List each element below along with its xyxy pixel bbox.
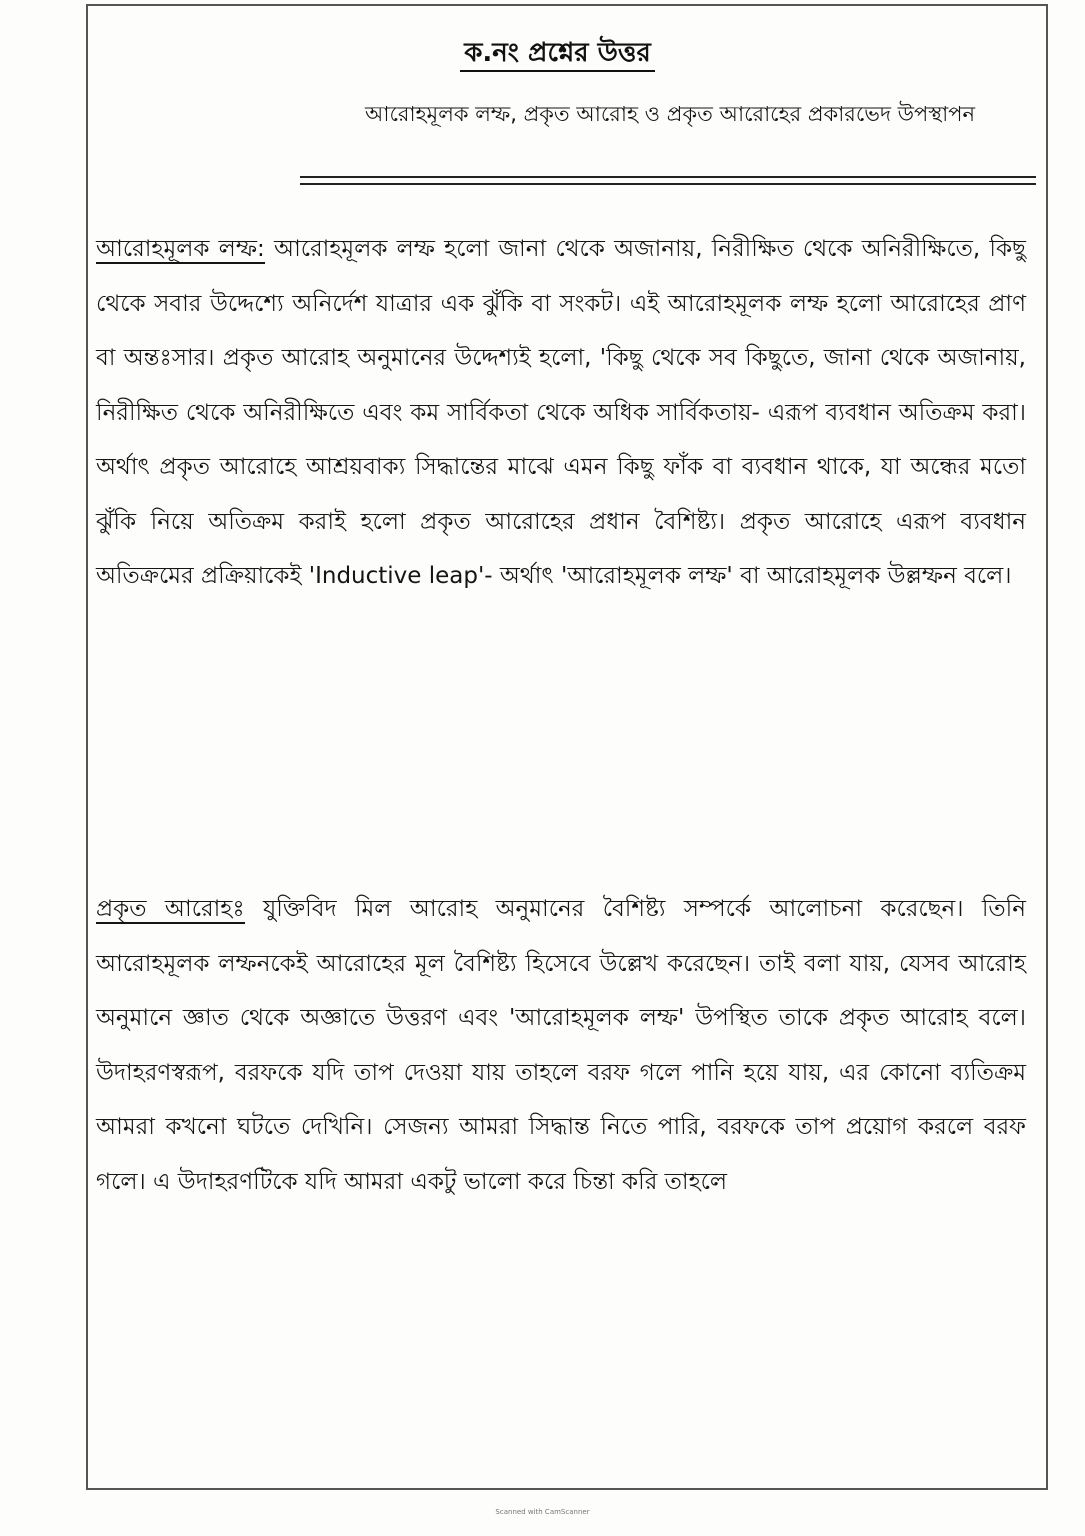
- heading-text: ক.নং প্রশ্নের উত্তর: [460, 38, 655, 72]
- section-inductive-leap: [96, 222, 1026, 604]
- section-term: প্রকৃত আরোহঃ: [96, 896, 245, 922]
- page-border-top: [86, 4, 1048, 6]
- page-border-left: [86, 4, 88, 1490]
- scanner-watermark: Scanned with CamScanner: [495, 1508, 590, 1516]
- section-text: যুক্তিবিদ মিল আরোহ অনুমানের বৈশিষ্ট্য সম্পর্কে আলোচনা করেছেন। তিনি আরোহমূলক লম্ফনকেই আরোহের মূল বৈশিষ্ট্য হিসেবে উল্লেখ করেছেন। তাই বলা যায়, যেসব আরোহ অনুমানে জ্ঞাত থেকে অজ্ঞাতে উত্তরণ এবং 'আরোহমূলক লম্ফ' উপস্থিত তাকে প্রকৃত আরোহ বলে। উদাহরণস্বরূপ, বরফকে যদি তাপ দেওয়া যায় তাহলে বরফ গলে পানি হয়ে যায়, এর কোনো ব্যতিক্রম আমরা কখনো ঘটতে দেখিনি। সেজন্য আমরা সিদ্ধান্ত নিতে পারি, বরফকে তাপ প্রয়োগ করলে বরফ গলে। এ উদাহরণটিকে যদি আমরা একটু ভালো করে চিন্তা করি তাহলে: [96, 896, 1026, 1195]
- section-real-induction: [96, 882, 1026, 1209]
- page-heading: [0, 32, 1085, 76]
- heading-separator-line-2: [300, 183, 1036, 185]
- page-subheading: আরোহমূলক লম্ফ, প্রকৃত আরোহ ও প্রকৃত আরোহের প্রকারভেদ উপস্থাপন: [364, 102, 976, 126]
- page-border-right: [1046, 4, 1048, 1490]
- page-border-bottom: [86, 1488, 1048, 1490]
- section-text: আরোহমূলক লম্ফ হলো জানা থেকে অজানায়, নিরীক্ষিত থেকে অনিরীক্ষিতে, কিছু থেকে সবার উদ্দেশ্যে অনির্দেশ যাত্রার এক ঝুঁকি বা সংকট। এই আরোহমূলক লম্ফ হলো আরোহের প্রাণ বা অন্তঃসার। প্রকৃত আরোহ অনুমানের উদ্দেশ্যই হলো, 'কিছু থেকে সব কিছুতে, জানা থেকে অজানায়, নিরীক্ষিত থেকে অনিরীক্ষিতে এবং কম সার্বিকতা থেকে অধিক সার্বিকতায়- এরূপ ব্যবধান অতিক্রম করা। অর্থাৎ প্রকৃত আরোহে আশ্রয়বাক্য সিদ্ধান্তের মাঝে এমন কিছু ফাঁক বা ব্যবধান থাকে, যা অন্ধের মতো ঝুঁকি নিয়ে অতিক্রম করাই হলো প্রকৃত আরোহের প্রধান বৈশিষ্ট্য। প্রকৃত আরোহে এরূপ ব্যবধান অতিক্রমের প্রক্রিয়াকেই 'Inductive leap'- অর্থাৎ 'আরোহমূলক লম্ফ' বা আরোহমূলক উল্লম্ফন বলে।: [96, 236, 1026, 589]
- section-term: আরোহমূলক লম্ফ:: [96, 236, 265, 262]
- heading-separator-line-1: [300, 176, 1036, 178]
